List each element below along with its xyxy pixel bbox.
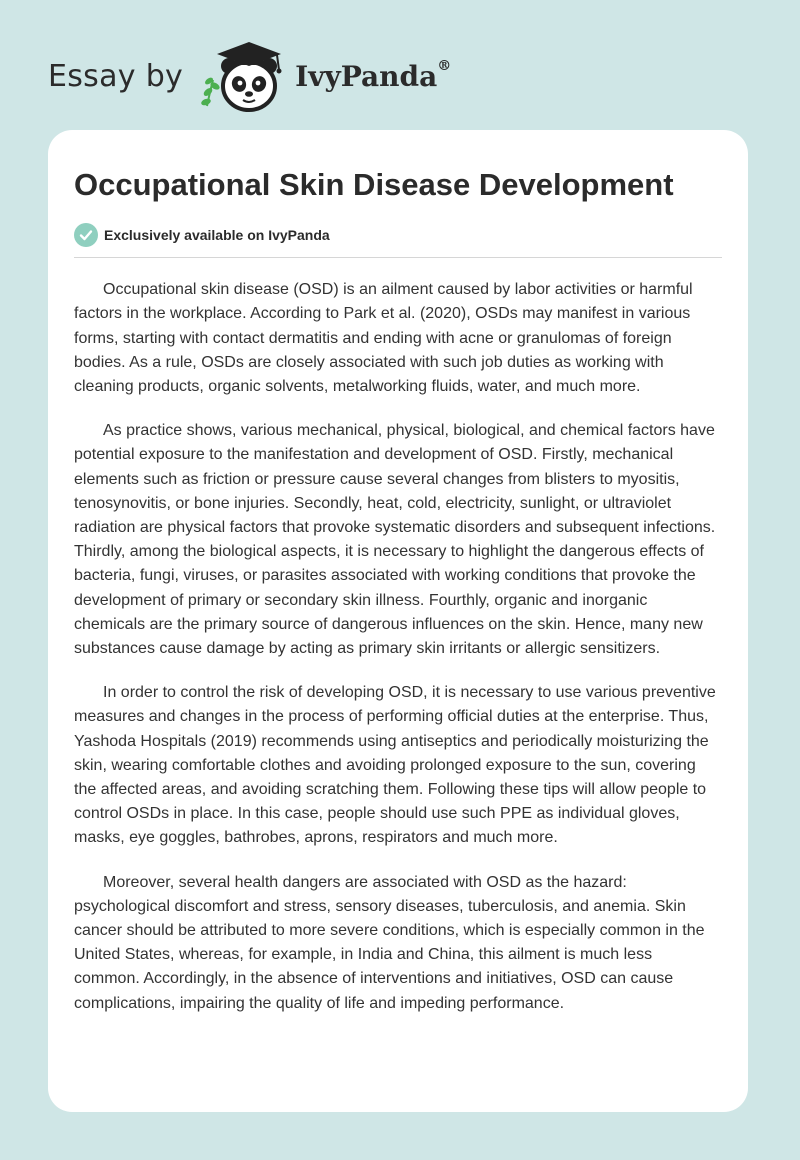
exclusive-label: Exclusively available on IvyPanda <box>104 227 330 244</box>
essay-by-label: Essay by <box>48 58 184 94</box>
brand-name[interactable] <box>295 57 452 93</box>
brand-name-text: IvyPanda <box>295 59 438 93</box>
page-title: Occupational Skin Disease Development <box>74 167 674 202</box>
paragraph: Moreover, several health dangers are associated with OSD as the hazard: psychological discomfort and stress, sensory diseases, tuberculosis, and anemia. Skin cancer should be attributed to more severe conditions, which is especially common in the United States, whereas, for example, in India and China, this ailment is much less common. Accordingly, in the absence of interventions and initiatives, OSD can cause complications, impairing the quality of life and impeding performance. <box>74 873 705 1012</box>
essay-card <box>48 130 748 1112</box>
exclusive-badge <box>74 221 722 249</box>
check-circle-icon <box>74 223 98 247</box>
paragraph: In order to control the risk of developing OSD, it is necessary to use various preventive measures and changes in the process of performing official duties at the enterprise. Thus, Yashoda Hospitals (2019) recommends using antiseptics and periodically moisturizing the skin, wearing comfortable clothes and avoiding prolonged exposure to the sun, covering the affected areas, and avoiding scratching them. Following these tips will allow people to control OSDs in place. In this case, people should use such PPE as individual gloves, masks, eye goggles, bathrobes, aprons, respirators and much more. <box>74 684 716 847</box>
essay-body <box>74 278 722 1016</box>
divider <box>74 257 722 258</box>
panda-graduate-logo-icon[interactable] <box>199 36 291 116</box>
site-header <box>48 36 451 116</box>
registered-mark: ® <box>437 57 452 74</box>
paragraph: Occupational skin disease (OSD) is an ailment caused by labor activities or harmful factors in the workplace. According to Park et al. (2020), OSDs may manifest in various forms, starting with contact dermatitis and ending with acne or granulomas of foreign bodies. As a rule, OSDs are closely associated with such job duties as working with cleaning products, organic solvents, metalworking fluids, water, and much more. <box>74 281 693 395</box>
paragraph: As practice shows, various mechanical, physical, biological, and chemical factors have potential exposure to the manifestation and development of OSD. Firstly, mechanical elements such as friction or pressure cause several changes from blisters to myositis, tenosynovitis, or bone injuries. Secondly, heat, cold, electricity, sunlight, or ultraviolet radiation are physical factors that provoke systematic disorders and subsequent infections. Thirdly, among the biological aspects, it is necessary to highlight the dangerous effects of bacteria, fungi, viruses, or parasites associated with working conditions that provoke the development of primary or secondary skin illness. Fourthly, organic and inorganic chemicals are the primary source of dangerous influences on the skin. Hence, many new substances cause damage by acting as primary skin irritants or allergic sensitizers. <box>74 422 716 658</box>
